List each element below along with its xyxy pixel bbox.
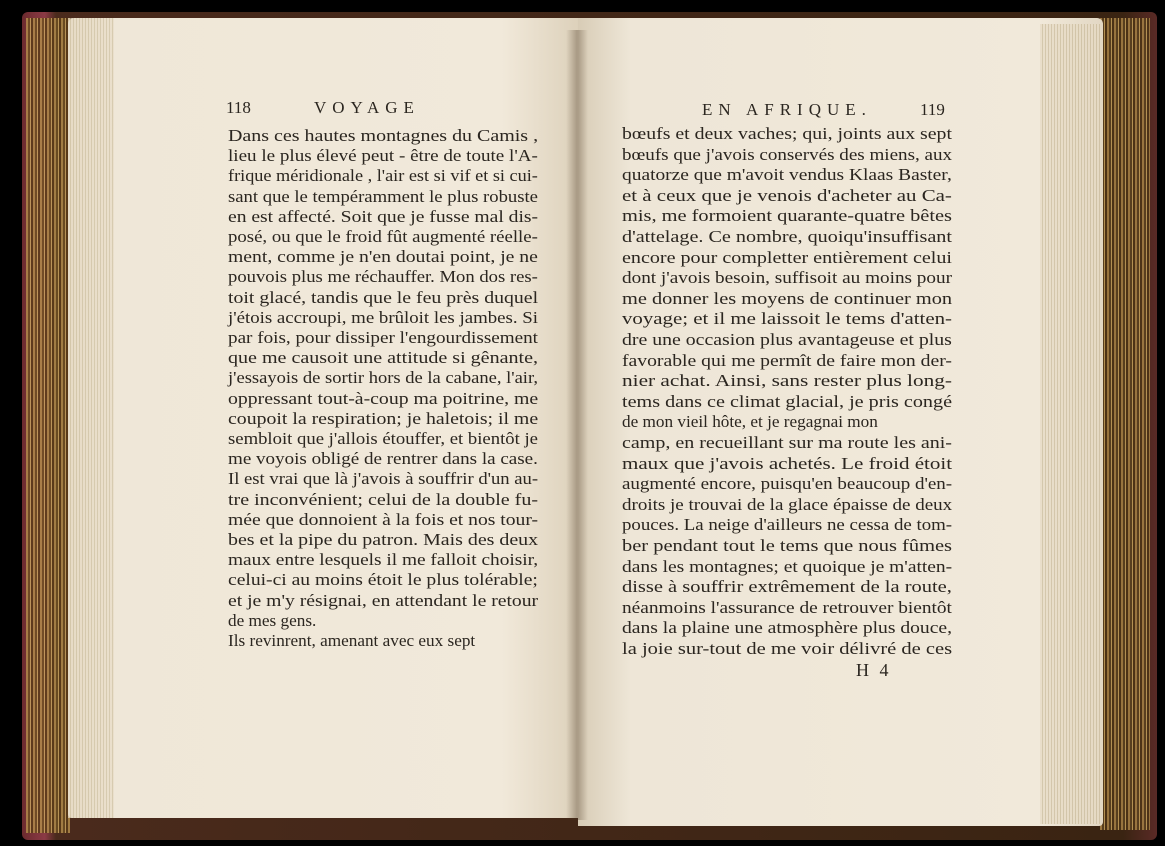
text-line: j'essayois de sortir hors de la cabane, l'air, xyxy=(228,368,539,388)
text-line: sant que le tempéramment le plus robuste xyxy=(228,186,538,206)
text-line: celui-ci au moins étoit le plus tolérable; xyxy=(228,570,538,590)
gilt-edge-right xyxy=(1100,18,1150,830)
gilt-edge-left xyxy=(26,18,70,833)
text-line: favorable qui me permît de faire mon der- xyxy=(622,350,952,370)
text-line: dre une occasion plus avantageuse et plus xyxy=(622,330,952,349)
text-line: et je m'y résignai, en attendant le retour xyxy=(228,590,539,610)
right-page-number: 119 xyxy=(920,100,945,119)
text-line: Il est vrai que là j'avois à souffrir d'un au- xyxy=(228,469,539,489)
text-line: Ils revinrent, amenant avec eux sept xyxy=(228,631,476,650)
text-line: bes et la pipe du patron. Mais des deux xyxy=(228,530,539,549)
text-line: voyage; et il me laissoit le tems d'atten- xyxy=(622,309,952,329)
text-line: nier achat. Ainsi, sans rester plus long- xyxy=(622,371,953,391)
text-line: pouces. La neige d'ailleurs ne cessa de tom- xyxy=(622,515,953,535)
text-line: droits je trouvai de la glace épaisse de deux xyxy=(622,494,953,514)
text-line: posé, ou que le froid fût augmenté réelle- xyxy=(228,227,538,246)
text-line: coupoit la respiration; je haletois; il me xyxy=(228,408,539,428)
text-line: tre inconvénient; celui de la double fu- xyxy=(228,489,538,509)
text-line: mée que donnoient à la fois et nos tour- xyxy=(228,509,539,529)
text-line: dans la plaine une atmosphère plus douce, xyxy=(622,618,952,638)
text-line: maux que j'avois achetés. Le froid étoit xyxy=(622,453,953,473)
text-line: oppressant tout-à-coup ma poitrine, me xyxy=(228,388,539,408)
text-line: d'attelage. Ce nombre, quoiqu'insuffisant xyxy=(622,227,952,246)
text-line: bœufs que j'avois conservés des miens, aux xyxy=(622,144,953,164)
text-line: me voyois obligé de rentrer dans la case. xyxy=(228,449,538,469)
right-running-head: EN AFRIQUE. xyxy=(702,100,872,119)
text-line: j'étois accroupi, me brûloit les jambes. Si xyxy=(228,307,538,327)
page-edges-right xyxy=(1040,24,1100,824)
book-gutter xyxy=(566,30,588,820)
text-line: bœufs et deux vaches; qui, joints aux sept xyxy=(622,124,952,143)
text-line: pouvois plus me réchauffer. Mon dos res- xyxy=(228,267,538,287)
text-line: me donner les moyens de continuer mon xyxy=(622,288,953,308)
text-line: lieu le plus élevé peut - être de toute l'A- xyxy=(228,146,538,166)
text-line: toit glacé, tandis que le feu près duquel xyxy=(228,287,539,307)
text-line: néanmoins l'assurance de retrouver bientôt xyxy=(622,597,952,617)
signature-mark: H 4 xyxy=(856,660,892,680)
text-line: frique méridionale , l'air est si vif et si cui- xyxy=(228,166,538,186)
text-line: tems dans ce climat glacial, je pris congé xyxy=(622,391,953,411)
text-line: ber pendant tout le tems que nous fûmes xyxy=(622,536,953,555)
text-line: sembloit que j'allois étouffer, et bientôt je xyxy=(228,429,538,448)
text-line: quatorze que m'avoit vendus Klaas Baster, xyxy=(622,165,952,185)
text-line: encore pour completter entièrement celui xyxy=(622,247,952,267)
text-line: disse à souffrir extrêmement de la route, xyxy=(622,577,952,597)
text-line: en est affecté. Soit que je fusse mal dis- xyxy=(228,206,539,226)
text-line: dans les montagnes; et quoique je m'atten- xyxy=(622,556,953,576)
text-line: la joie sur-tout de me voir délivré de ces xyxy=(622,639,953,658)
text-line: et à ceux que je venois d'acheter au Ca- xyxy=(622,185,952,205)
text-line: camp, en recueillant sur ma route les ani- xyxy=(622,433,952,452)
text-line: ment, comme je n'en doutai point, je ne xyxy=(228,247,538,267)
text-line: par fois, pour dissiper l'engourdissement xyxy=(228,328,539,347)
text-line: dont j'avois besoin, suffisoit au moins pour xyxy=(622,268,953,288)
text-line: de mon vieil hôte, et je regagnai mon xyxy=(622,412,878,432)
left-page-number: 118 xyxy=(226,98,251,117)
text-line: maux entre lesquels il me falloit choisir, xyxy=(228,550,539,570)
text-line: de mes gens. xyxy=(228,610,317,630)
text-line: augmenté encore, puisqu'en beaucoup d'en- xyxy=(622,474,953,494)
text-line: Dans ces hautes montagnes du Camis , xyxy=(228,126,539,145)
text-line: que me causoit une attitude si gênante, xyxy=(228,348,538,368)
left-running-head: VOYAGE xyxy=(314,98,420,117)
text-line: mis, me formoient quarante-quatre bêtes xyxy=(622,206,953,226)
page-edges-left xyxy=(68,18,114,818)
